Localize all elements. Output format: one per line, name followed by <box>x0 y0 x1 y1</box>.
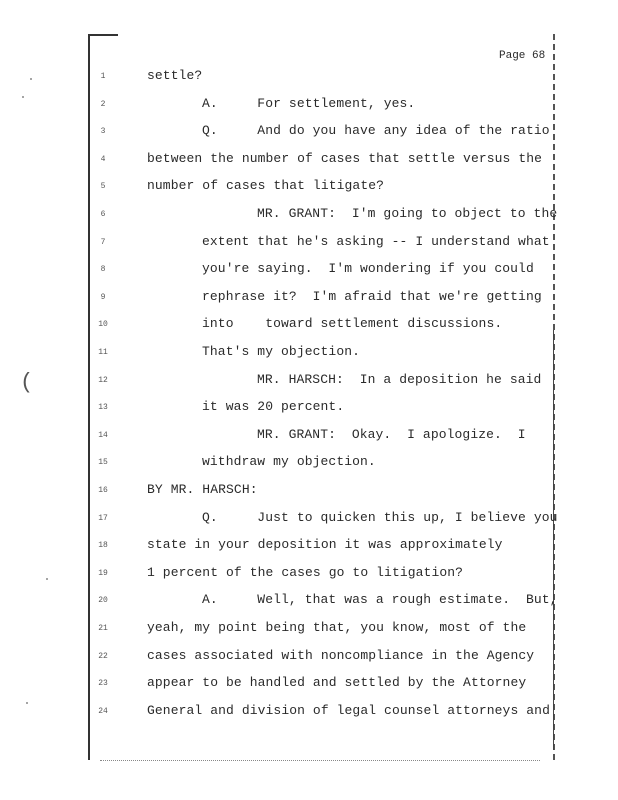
transcript-line <box>0 96 618 116</box>
line-text: rephrase it? I'm afraid that we're getting <box>202 288 542 304</box>
transcript-line <box>0 565 618 585</box>
transcript-line <box>0 482 618 502</box>
scan-speck <box>26 702 28 704</box>
transcript-line <box>0 454 618 474</box>
transcript-line <box>0 289 618 309</box>
page-footer-rule <box>100 760 540 761</box>
scan-speck <box>22 96 24 98</box>
transcript-line <box>0 123 618 143</box>
line-text: MR. GRANT: Okay. I apologize. I <box>257 426 526 442</box>
page-border-top <box>88 34 118 36</box>
line-number: 24 <box>98 706 108 716</box>
transcript-line <box>0 151 618 171</box>
line-number: 3 <box>100 127 106 137</box>
transcript-line <box>0 261 618 281</box>
line-number: 14 <box>98 430 108 440</box>
transcript-line <box>0 234 618 254</box>
scan-speck <box>30 78 32 80</box>
line-text: withdraw my objection. <box>202 454 376 470</box>
line-text: yeah, my point being that, you know, most of the <box>147 620 527 635</box>
line-number: 23 <box>98 679 108 689</box>
line-text: between the number of cases that settle versus the <box>147 150 543 166</box>
transcript-line <box>0 178 618 198</box>
line-number: 21 <box>98 624 108 633</box>
transcript-line <box>0 372 618 392</box>
line-text: settle? <box>147 68 203 83</box>
line-number: 20 <box>98 596 108 606</box>
line-text: 1 percent of the cases go to litigation? <box>147 564 464 580</box>
line-number: 9 <box>100 292 106 302</box>
line-text: into toward settlement discussions. <box>202 316 503 332</box>
line-number: 4 <box>100 154 106 164</box>
line-number: 2 <box>100 99 106 109</box>
line-number: 18 <box>98 541 108 551</box>
transcript-line <box>0 206 618 226</box>
line-text: it was 20 percent. <box>202 399 345 415</box>
line-number: 13 <box>98 403 108 413</box>
line-number: 6 <box>100 210 106 219</box>
line-number: 16 <box>98 486 108 495</box>
line-text: Q. And do you have any idea of the ratio <box>202 123 550 139</box>
transcript-line <box>0 399 618 419</box>
line-number: 1 <box>100 72 106 81</box>
line-number: 7 <box>100 237 106 247</box>
line-text: MR. GRANT: I'm going to object to the <box>257 206 558 221</box>
line-text: That's my objection. <box>202 344 361 359</box>
scan-mark: ( <box>20 370 34 395</box>
transcript-line <box>0 703 618 723</box>
line-number: 5 <box>100 182 106 192</box>
line-text: General and division of legal counsel attorneys and <box>147 702 550 718</box>
line-text: you're saying. I'm wondering if you could <box>202 261 534 277</box>
transcript-line <box>0 620 618 640</box>
line-number: 8 <box>100 265 106 275</box>
line-number: 10 <box>98 320 108 330</box>
line-text: A. For settlement, yes. <box>202 95 416 111</box>
line-text: number of cases that litigate? <box>147 178 385 194</box>
page-number: Page 68 <box>499 50 546 62</box>
transcript-line <box>0 537 618 557</box>
transcript-line <box>0 316 618 336</box>
line-number: 11 <box>98 348 108 357</box>
line-text: MR. HARSCH: In a deposition he said <box>257 371 542 387</box>
transcript-line <box>0 592 618 612</box>
line-text: appear to be handled and settled by the Attorney <box>147 675 527 691</box>
transcript-line <box>0 648 618 668</box>
line-text: Q. Just to quicken this up, I believe you <box>202 509 558 525</box>
transcript-line <box>0 427 618 447</box>
line-number: 12 <box>98 375 108 385</box>
line-number: 15 <box>98 458 108 468</box>
line-number: 22 <box>98 651 108 661</box>
line-text: A. Well, that was a rough estimate. But, <box>202 592 558 608</box>
transcript-line <box>0 344 618 364</box>
line-text: cases associated with noncompliance in the Agency <box>147 647 535 663</box>
line-text: extent that he's asking -- I understand what <box>202 233 550 249</box>
line-number: 19 <box>98 568 108 578</box>
transcript-line <box>0 675 618 695</box>
transcript-line <box>0 68 618 88</box>
line-text: BY MR. HARSCH: <box>147 482 258 497</box>
line-text: state in your deposition it was approximately <box>147 537 503 553</box>
transcript-line <box>0 510 618 530</box>
scan-speck <box>46 578 48 580</box>
line-number: 17 <box>98 513 108 523</box>
